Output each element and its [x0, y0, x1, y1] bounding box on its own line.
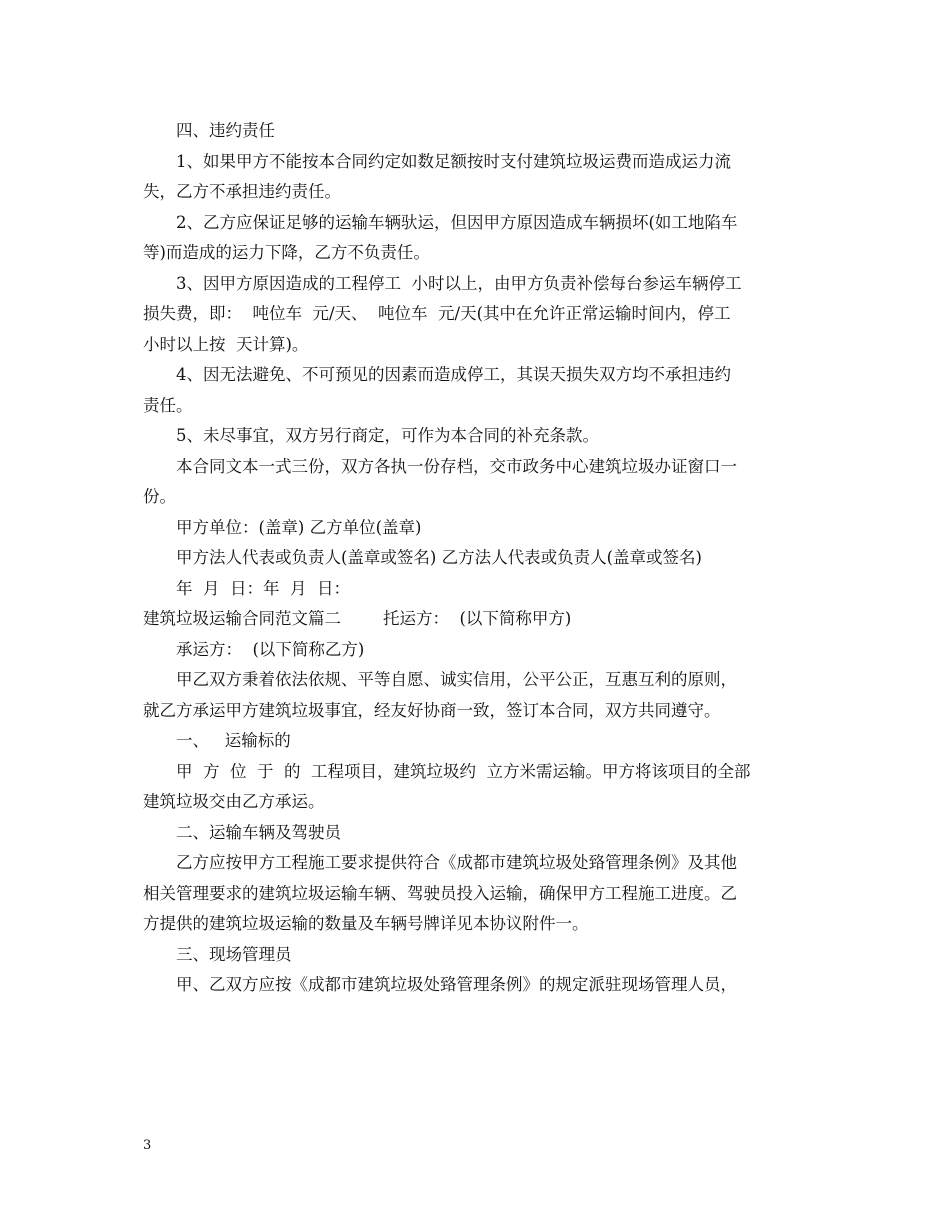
page-number: 3 — [143, 1138, 152, 1153]
text-line: 2、乙方应保证足够的运输车辆驮运，但因甲方原因造成车辆损坏(如工地陷车 — [176, 212, 738, 232]
text-line: 方提供的建筑垃圾运输的数量及车辆号牌详见本协议附件一。 — [143, 914, 589, 933]
text-line: 甲方单位：(盖章) 乙方单位(盖章) — [176, 517, 422, 537]
text-line: 甲乙双方秉着依法依规、平等自愿、诚实信用，公平公正，互惠互利的原则， — [176, 670, 737, 689]
text-line: 年 月 日：年 月 日： — [176, 578, 350, 598]
text-line: 二、运输车辆及驾驶员 — [176, 822, 341, 842]
text-line: 小时以上按 天计算)。 — [143, 334, 309, 354]
text-line: 本合同文本一式三份，双方各执一份存档，交市政务中心建筑垃圾办证窗口一 — [176, 456, 737, 476]
text-line: 承运方： (以下简称乙方) — [176, 639, 365, 659]
text-line: 5、未尽事宜，双方另行商定，可作为本合同的补充条款。 — [176, 426, 599, 445]
text-line: 建筑垃圾交由乙方承运。 — [143, 792, 325, 811]
text-line: 1、如果甲方不能按本合同约定如数足额按时支付建筑垃圾运费而造成运力流 — [176, 151, 731, 171]
text-line: 甲方法人代表或负责人(盖章或签名) 乙方法人代表或负责人(盖章或签名) — [176, 548, 702, 567]
text-line: 份。 — [143, 487, 176, 506]
document-body — [143, 116, 810, 1001]
text-line: 等)而造成的运力下降，乙方不负责任。 — [143, 243, 430, 262]
text-line: 乙方应按甲方工程施工要求提供符合《成都市建筑垃圾处臵管理条例》及其他 — [176, 853, 737, 872]
text-line: 相关管理要求的建筑垃圾运输车辆、驾驶员投入运输，确保甲方工程施工进度。乙 — [143, 883, 737, 903]
text-line: 4、因无法避免、不可预见的因素而造成停工，其误天损失双方均不承担违约 — [176, 365, 731, 384]
text-line: 建筑垃圾运输合同范文篇二 托运方： (以下简称甲方) — [143, 609, 572, 628]
text-line: 甲、乙双方应按《成都市建筑垃圾处臵管理条例》的规定派驻现场管理人员， — [176, 975, 737, 994]
text-line: 四、违约责任 — [176, 121, 275, 140]
text-line: 失，乙方不承担违约责任。 — [143, 182, 341, 201]
text-line: 责任。 — [143, 395, 193, 415]
text-line: 三、现场管理员 — [176, 944, 292, 964]
text-line: 就乙方承运甲方建筑垃圾事宜，经友好协商一致，签订本合同，双方共同遵守。 — [143, 700, 721, 720]
text-line: 一、 运输标的 — [176, 731, 291, 750]
text-line: 甲 方 位 于 的 工程项目，建筑垃圾约 立方米需运输。甲方将该项目的全部 — [176, 761, 751, 781]
text-line: 3、因甲方原因造成的工程停工 小时以上，由甲方负责补偿每台参运车辆停工 — [176, 273, 742, 293]
text-line: 损失费，即： 吨位车 元/天、 吨位车 元/天(其中在允许正常运输时间内，停工 — [143, 304, 731, 323]
